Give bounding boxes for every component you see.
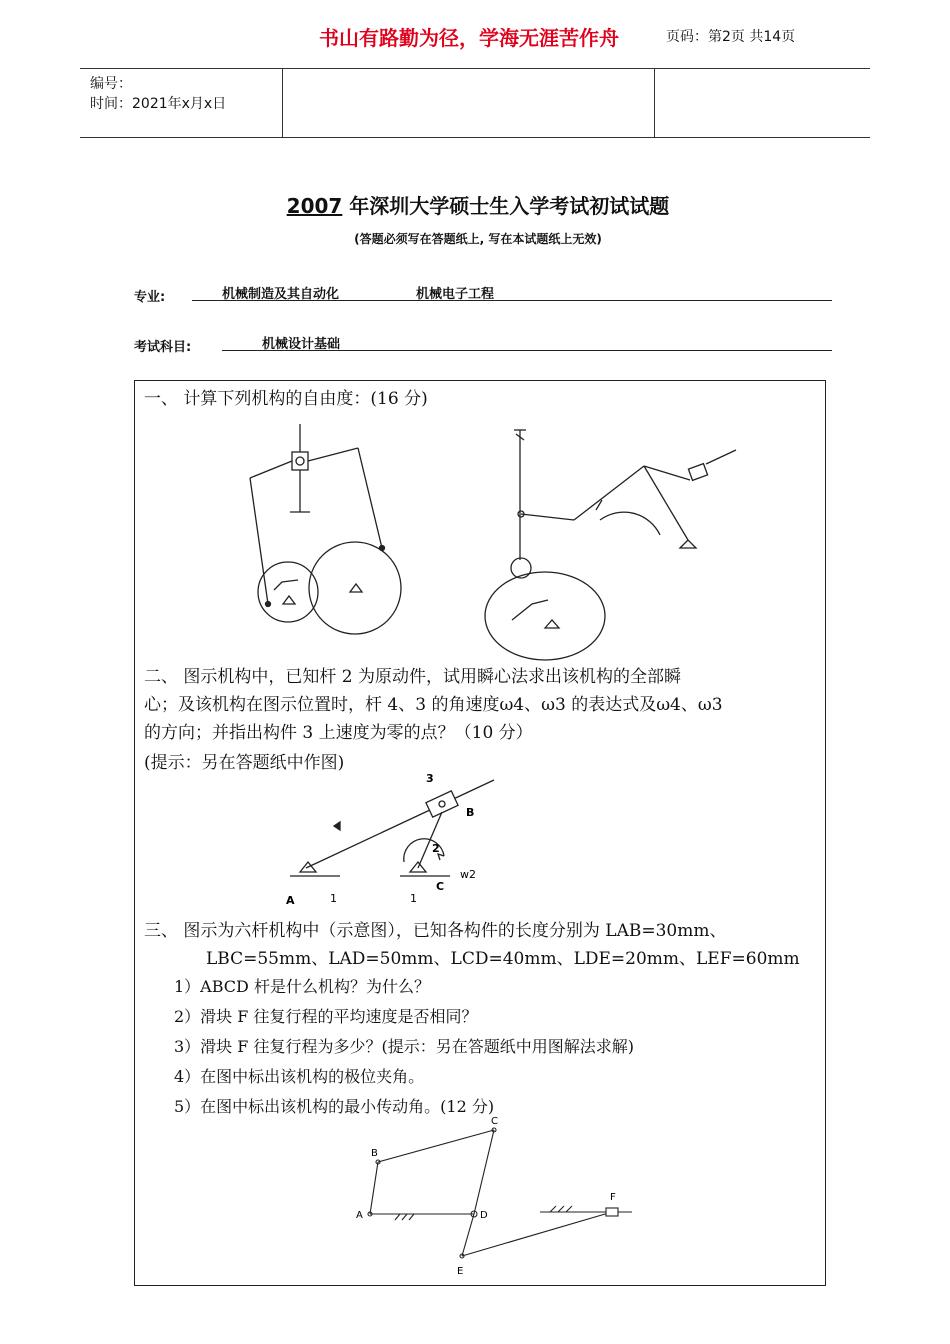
fig2-label-B: B (466, 806, 475, 819)
fig3-label-B: B (371, 1148, 378, 1159)
exam-year: 2007 (286, 194, 343, 218)
page-number: 页码：第2页 共14页 (666, 29, 796, 45)
fig3-label-A: A (356, 1210, 363, 1221)
question-3-item-1: 1）ABCD 杆是什么机构？为什么？ (174, 977, 430, 996)
question-3-item-5: 5）在图中标出该机构的最小传动角。(12 分) (174, 1097, 495, 1116)
fig2-label-C: C (436, 880, 445, 893)
major-value-1: 机械制造及其自动化 (222, 287, 340, 302)
fig3-label-F: F (610, 1192, 616, 1203)
number-label: 编号： (90, 76, 132, 92)
fig2-label-w2: w2 (460, 868, 476, 881)
motto: 书山有路勤为径，学海无涯苦作舟 (319, 26, 619, 50)
exam-title-text: 年深圳大学硕士生入学考试初试试题 (342, 194, 670, 218)
fig2-label-1a: 1 (330, 892, 337, 905)
major-label: 专业: (134, 290, 166, 305)
subject-value: 机械设计基础 (262, 337, 341, 352)
question-2-line-3: 的方向；并指出构件 3 上速度为零的点？（10 分） (144, 723, 533, 743)
question-2-hint: (提示：另在答题纸中作图) (144, 753, 345, 773)
question-3-item-3: 3）滑块 F 往复行程为多少？(提示：另在答题纸中用图解法求解) (174, 1037, 634, 1056)
fig2-label-1b: 1 (410, 892, 417, 905)
question-3-line-2: LBC=55mm、LAD=50mm、LCD=40mm、LDE=20mm、LEF=60mm (206, 949, 800, 969)
question-2-line-1: 二、 图示机构中，已知杆 2 为原动件，试用瞬心法求出该机构的全部瞬 (144, 667, 682, 687)
fig3-label-C: C (491, 1116, 498, 1127)
question-1: 一、 计算下列机构的自由度：(16 分) (144, 389, 428, 409)
fig3-label-E: E (457, 1266, 464, 1277)
fig2-label-A: A (286, 894, 295, 907)
fig2-label-3: 3 (426, 772, 434, 785)
question-3-item-4: 4）在图中标出该机构的极位夹角。 (174, 1067, 425, 1086)
question-3-line-1: 三、 图示为六杆机构中（示意图），已知各构件的长度分别为 LAB=30mm、 (144, 921, 727, 941)
time-label: 时间：2021年x月x日 (90, 96, 227, 112)
subject-label: 考试科目: (134, 340, 192, 355)
question-3-item-2: 2）滑块 F 往复行程的平均速度是否相同？ (174, 1007, 478, 1026)
fig2-label-2: 2 (432, 842, 440, 855)
question-2-line-2: 心；及该机构在图示位置时，杆 4、3 的角速度ω4、ω3 的表达式及ω4、ω3 (144, 695, 723, 715)
fig3-label-D: D (480, 1210, 488, 1221)
exam-subtitle: (答题必须写在答题纸上, 写在本试题纸上无效) (354, 232, 602, 246)
major-value-2: 机械电子工程 (416, 287, 495, 302)
